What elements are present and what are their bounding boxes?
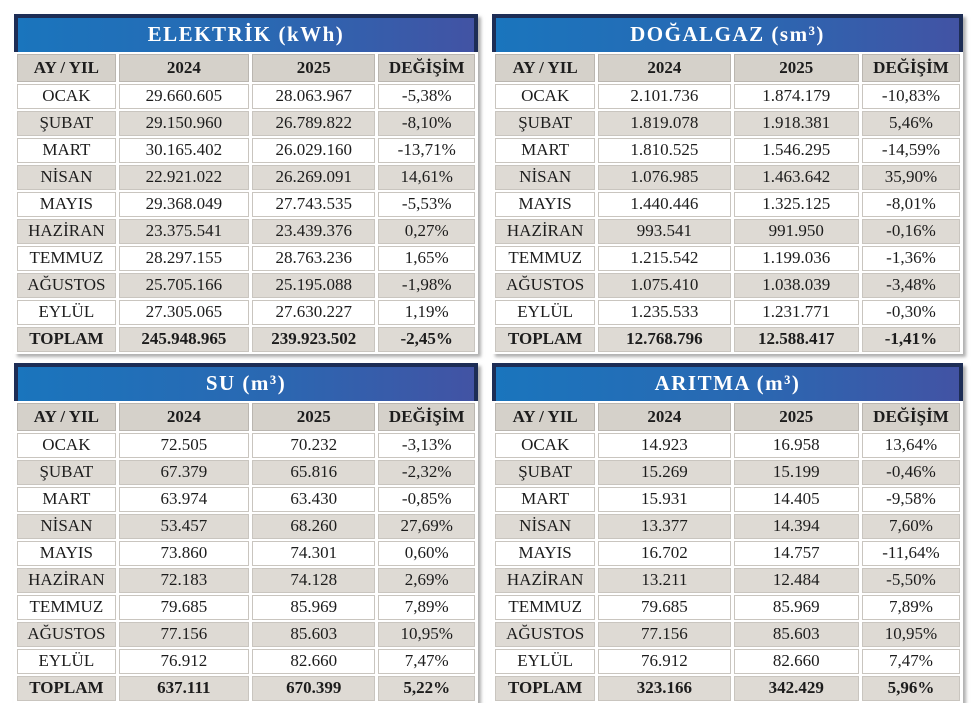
table-cell: ŞUBAT: [495, 111, 595, 136]
table-cell: MART: [17, 138, 116, 163]
table-title-elektrik: ELEKTRİK (kWh): [14, 14, 478, 52]
table-cell: -11,64%: [862, 541, 960, 566]
table-cell: 67.379: [119, 460, 249, 485]
table-cell: 74.128: [252, 568, 375, 593]
table-cell: 74.301: [252, 541, 375, 566]
table-body: [495, 433, 960, 701]
table-cell: MART: [495, 487, 595, 512]
table-cell: 77.156: [598, 622, 730, 647]
column-header-2025: 2025: [252, 54, 375, 82]
table-cell: 7,89%: [862, 595, 960, 620]
column-header-change: DEĞİŞİM: [378, 403, 475, 431]
table-row: [495, 300, 960, 325]
table-cell: 1.546.295: [734, 138, 859, 163]
aritma-data-table: [492, 401, 963, 703]
column-header-month: AY / YIL: [495, 403, 595, 431]
table-cell: 12.484: [734, 568, 859, 593]
table-su: [14, 363, 478, 703]
table-cell: -1,36%: [862, 246, 960, 271]
table-cell: NİSAN: [17, 514, 116, 539]
table-cell: 79.685: [598, 595, 730, 620]
table-row: [17, 138, 475, 163]
elektrik-data-table: [14, 52, 478, 354]
table-cell: TEMMUZ: [17, 246, 116, 271]
table-cell: 79.685: [119, 595, 249, 620]
table-cell: HAZİRAN: [495, 219, 595, 244]
table-cell: 2,69%: [378, 568, 475, 593]
table-cell: MAYIS: [495, 541, 595, 566]
table-cell: TEMMUZ: [495, 246, 595, 271]
table-cell: -10,83%: [862, 84, 960, 109]
column-header-2025: 2025: [252, 403, 375, 431]
table-cell: 14.757: [734, 541, 859, 566]
table-row: [495, 595, 960, 620]
table-cell: NİSAN: [495, 165, 595, 190]
column-header-2025: 2025: [734, 403, 859, 431]
header-row: [17, 403, 475, 431]
table-cell: -13,71%: [378, 138, 475, 163]
table-cell: 63.430: [252, 487, 375, 512]
table-cell: 27,69%: [378, 514, 475, 539]
table-cell: 85.603: [734, 622, 859, 647]
table-cell: 70.232: [252, 433, 375, 458]
table-cell: 7,60%: [862, 514, 960, 539]
table-row: [17, 111, 475, 136]
table-cell: 637.111: [119, 676, 249, 701]
table-cell: 993.541: [598, 219, 730, 244]
table-row: [17, 219, 475, 244]
table-row: [495, 111, 960, 136]
table-cell: 323.166: [598, 676, 730, 701]
table-cell: -0,85%: [378, 487, 475, 512]
table-cell: EYLÜL: [17, 649, 116, 674]
table-cell: 10,95%: [378, 622, 475, 647]
table-cell: ŞUBAT: [495, 460, 595, 485]
table-body: [495, 84, 960, 352]
table-row: [17, 165, 475, 190]
table-cell: -0,46%: [862, 460, 960, 485]
table-cell: TEMMUZ: [17, 595, 116, 620]
table-cell: EYLÜL: [495, 300, 595, 325]
table-cell: -3,48%: [862, 273, 960, 298]
table-cell: NİSAN: [17, 165, 116, 190]
table-cell: 239.923.502: [252, 327, 375, 352]
table-cell: TOPLAM: [17, 327, 116, 352]
table-cell: 5,96%: [862, 676, 960, 701]
table-cell: 7,89%: [378, 595, 475, 620]
table-cell: TOPLAM: [495, 676, 595, 701]
table-row: [495, 460, 960, 485]
table-row: [495, 433, 960, 458]
table-cell: 35,90%: [862, 165, 960, 190]
table-cell: 1,65%: [378, 246, 475, 271]
table-cell: 342.429: [734, 676, 859, 701]
table-row: [495, 649, 960, 674]
table-cell: 29.150.960: [119, 111, 249, 136]
su-data-table: [14, 401, 478, 703]
table-cell: OCAK: [495, 433, 595, 458]
table-cell: 1.463.642: [734, 165, 859, 190]
table-cell: 1.076.985: [598, 165, 730, 190]
table-cell: -5,38%: [378, 84, 475, 109]
table-cell: HAZİRAN: [17, 568, 116, 593]
table-cell: 72.505: [119, 433, 249, 458]
table-cell: EYLÜL: [17, 300, 116, 325]
table-cell: -1,41%: [862, 327, 960, 352]
table-elektrik: [14, 14, 478, 354]
table-cell: 0,60%: [378, 541, 475, 566]
table-cell: -8,10%: [378, 111, 475, 136]
table-cell: 85.603: [252, 622, 375, 647]
table-cell: 14.405: [734, 487, 859, 512]
table-cell: 22.921.022: [119, 165, 249, 190]
table-cell: 991.950: [734, 219, 859, 244]
table-cell: 670.399: [252, 676, 375, 701]
table-cell: 2.101.736: [598, 84, 730, 109]
table-cell: 76.912: [119, 649, 249, 674]
table-cell: 72.183: [119, 568, 249, 593]
table-row: [495, 219, 960, 244]
table-cell: 27.743.535: [252, 192, 375, 217]
total-row: [17, 676, 475, 701]
table-cell: 1.874.179: [734, 84, 859, 109]
table-cell: 76.912: [598, 649, 730, 674]
column-header-month: AY / YIL: [17, 54, 116, 82]
table-cell: -0,30%: [862, 300, 960, 325]
total-row: [17, 327, 475, 352]
table-title-dogalgaz: DOĞALGAZ (sm³): [492, 14, 963, 52]
table-cell: -5,53%: [378, 192, 475, 217]
table-row: [17, 649, 475, 674]
table-row: [495, 192, 960, 217]
table-cell: 5,22%: [378, 676, 475, 701]
table-cell: 28.063.967: [252, 84, 375, 109]
table-cell: MART: [495, 138, 595, 163]
table-cell: 13.211: [598, 568, 730, 593]
table-cell: 25.195.088: [252, 273, 375, 298]
header-row: [17, 54, 475, 82]
total-row: [495, 676, 960, 701]
table-body: [17, 433, 475, 701]
column-header-2024: 2024: [598, 54, 730, 82]
table-cell: ŞUBAT: [17, 111, 116, 136]
table-cell: 14,61%: [378, 165, 475, 190]
table-row: [495, 165, 960, 190]
table-cell: 12.768.796: [598, 327, 730, 352]
table-cell: NİSAN: [495, 514, 595, 539]
total-row: [495, 327, 960, 352]
table-row: [495, 514, 960, 539]
table-cell: 85.969: [734, 595, 859, 620]
table-cell: 15.199: [734, 460, 859, 485]
table-cell: 73.860: [119, 541, 249, 566]
table-cell: 77.156: [119, 622, 249, 647]
table-cell: 28.763.236: [252, 246, 375, 271]
table-cell: TOPLAM: [17, 676, 116, 701]
column-header-change: DEĞİŞİM: [378, 54, 475, 82]
table-cell: 1.075.410: [598, 273, 730, 298]
table-cell: ŞUBAT: [17, 460, 116, 485]
table-cell: 53.457: [119, 514, 249, 539]
table-cell: 0,27%: [378, 219, 475, 244]
table-row: [17, 84, 475, 109]
table-cell: 13.377: [598, 514, 730, 539]
table-cell: OCAK: [17, 433, 116, 458]
table-cell: AĞUSTOS: [495, 273, 595, 298]
table-cell: 5,46%: [862, 111, 960, 136]
table-cell: 27.305.065: [119, 300, 249, 325]
table-cell: 14.923: [598, 433, 730, 458]
table-cell: HAZİRAN: [17, 219, 116, 244]
table-aritma: [492, 363, 963, 703]
table-row: [495, 84, 960, 109]
table-cell: MAYIS: [17, 541, 116, 566]
table-cell: 1,19%: [378, 300, 475, 325]
table-row: [17, 622, 475, 647]
table-cell: OCAK: [495, 84, 595, 109]
table-cell: 26.789.822: [252, 111, 375, 136]
table-row: [17, 460, 475, 485]
table-cell: 1.231.771: [734, 300, 859, 325]
table-cell: 13,64%: [862, 433, 960, 458]
table-cell: 1.819.078: [598, 111, 730, 136]
table-cell: 7,47%: [378, 649, 475, 674]
table-cell: 23.375.541: [119, 219, 249, 244]
header-row: [495, 403, 960, 431]
table-row: [17, 514, 475, 539]
table-cell: 28.297.155: [119, 246, 249, 271]
table-cell: 1.235.533: [598, 300, 730, 325]
table-cell: 25.705.166: [119, 273, 249, 298]
table-cell: 1.325.125: [734, 192, 859, 217]
table-cell: 27.630.227: [252, 300, 375, 325]
table-cell: 16.702: [598, 541, 730, 566]
column-header-2025: 2025: [734, 54, 859, 82]
table-cell: 1.440.446: [598, 192, 730, 217]
table-row: [495, 487, 960, 512]
table-cell: 15.269: [598, 460, 730, 485]
table-row: [495, 273, 960, 298]
table-cell: MAYIS: [17, 192, 116, 217]
column-header-2024: 2024: [119, 54, 249, 82]
table-cell: -0,16%: [862, 219, 960, 244]
table-cell: 65.816: [252, 460, 375, 485]
column-header-2024: 2024: [598, 403, 730, 431]
table-cell: 68.260: [252, 514, 375, 539]
column-header-change: DEĞİŞİM: [862, 54, 960, 82]
table-cell: -9,58%: [862, 487, 960, 512]
header-row: [495, 54, 960, 82]
table-row: [17, 595, 475, 620]
table-body: [17, 84, 475, 352]
table-row: [17, 192, 475, 217]
table-cell: 82.660: [734, 649, 859, 674]
table-row: [17, 433, 475, 458]
table-cell: -3,13%: [378, 433, 475, 458]
table-cell: TOPLAM: [495, 327, 595, 352]
table-row: [17, 246, 475, 271]
table-cell: 12.588.417: [734, 327, 859, 352]
table-title-aritma: ARITMA (m³): [492, 363, 963, 401]
table-cell: 15.931: [598, 487, 730, 512]
table-cell: MART: [17, 487, 116, 512]
table-cell: -2,45%: [378, 327, 475, 352]
column-header-month: AY / YIL: [495, 54, 595, 82]
table-cell: AĞUSTOS: [495, 622, 595, 647]
table-cell: AĞUSTOS: [17, 622, 116, 647]
table-cell: 1.038.039: [734, 273, 859, 298]
table-title-su: SU (m³): [14, 363, 478, 401]
column-header-change: DEĞİŞİM: [862, 403, 960, 431]
table-cell: 1.215.542: [598, 246, 730, 271]
table-cell: -14,59%: [862, 138, 960, 163]
table-cell: 29.368.049: [119, 192, 249, 217]
table-cell: 7,47%: [862, 649, 960, 674]
table-row: [495, 541, 960, 566]
table-cell: 26.269.091: [252, 165, 375, 190]
table-cell: 23.439.376: [252, 219, 375, 244]
table-cell: 85.969: [252, 595, 375, 620]
column-header-2024: 2024: [119, 403, 249, 431]
table-cell: 1.199.036: [734, 246, 859, 271]
table-cell: 29.660.605: [119, 84, 249, 109]
table-row: [17, 300, 475, 325]
table-row: [495, 622, 960, 647]
table-dogalgaz: [492, 14, 963, 354]
table-cell: 63.974: [119, 487, 249, 512]
table-cell: OCAK: [17, 84, 116, 109]
table-cell: 30.165.402: [119, 138, 249, 163]
table-row: [17, 568, 475, 593]
table-cell: HAZİRAN: [495, 568, 595, 593]
table-cell: -5,50%: [862, 568, 960, 593]
table-cell: 10,95%: [862, 622, 960, 647]
table-row: [17, 541, 475, 566]
table-cell: -2,32%: [378, 460, 475, 485]
column-header-month: AY / YIL: [17, 403, 116, 431]
table-cell: MAYIS: [495, 192, 595, 217]
table-row: [17, 273, 475, 298]
table-cell: EYLÜL: [495, 649, 595, 674]
table-row: [495, 246, 960, 271]
table-cell: 14.394: [734, 514, 859, 539]
table-row: [17, 487, 475, 512]
table-row: [495, 138, 960, 163]
table-row: [495, 568, 960, 593]
table-cell: -8,01%: [862, 192, 960, 217]
table-cell: 16.958: [734, 433, 859, 458]
table-cell: 1.918.381: [734, 111, 859, 136]
table-cell: TEMMUZ: [495, 595, 595, 620]
dogalgaz-data-table: [492, 52, 963, 354]
table-cell: 26.029.160: [252, 138, 375, 163]
table-cell: 245.948.965: [119, 327, 249, 352]
table-cell: AĞUSTOS: [17, 273, 116, 298]
table-cell: 82.660: [252, 649, 375, 674]
table-cell: -1,98%: [378, 273, 475, 298]
table-cell: 1.810.525: [598, 138, 730, 163]
